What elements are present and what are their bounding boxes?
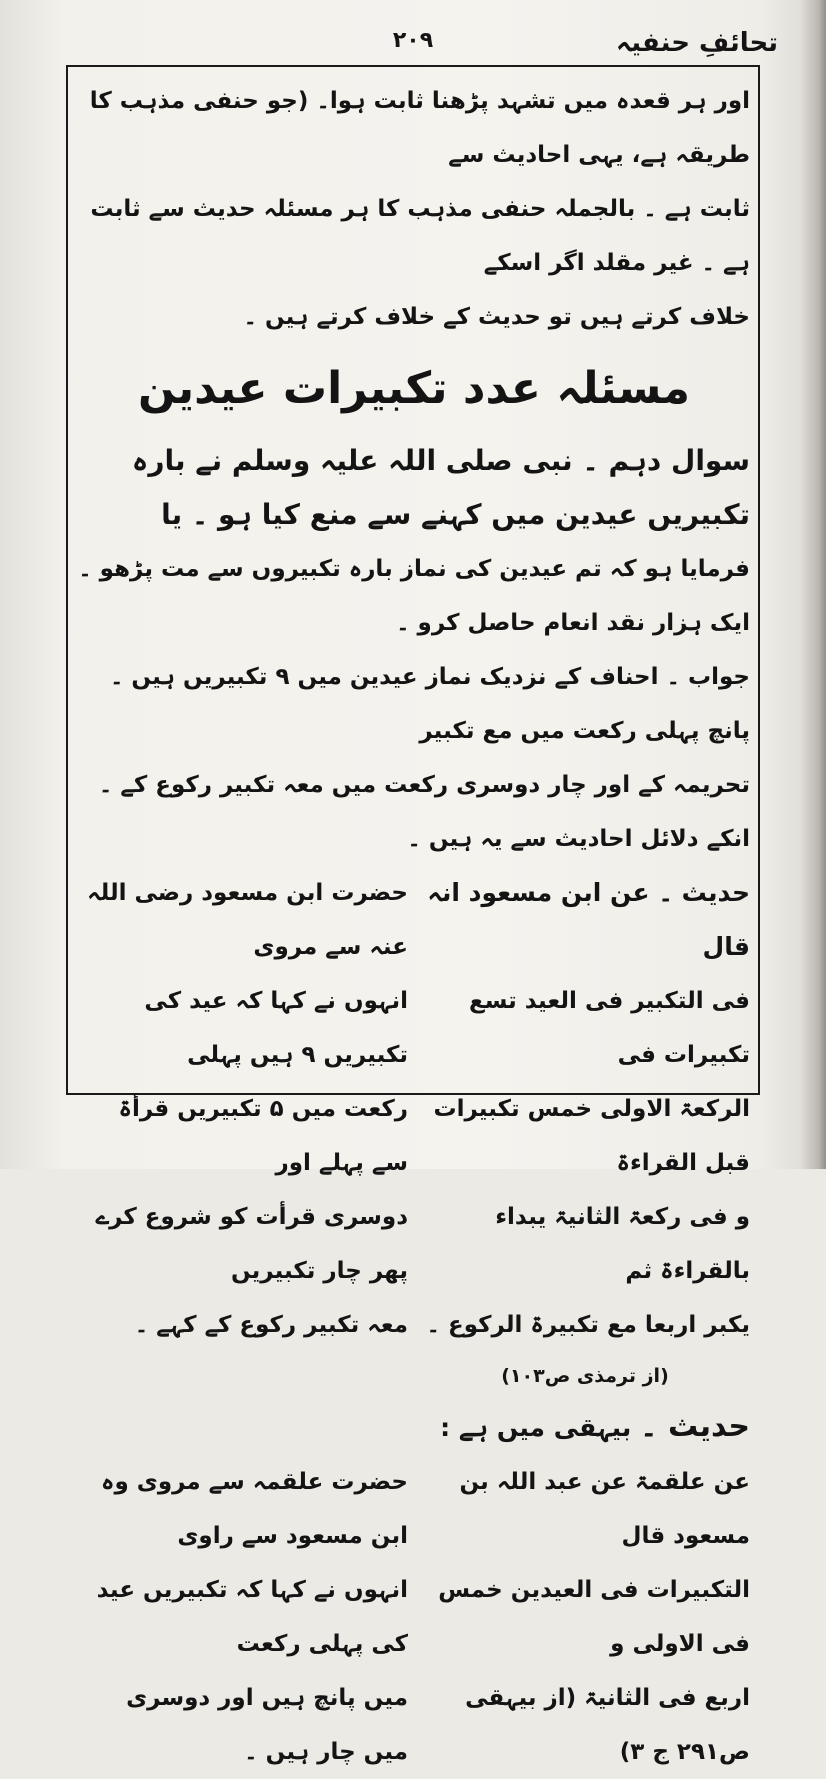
page-binding-shadow bbox=[800, 0, 826, 1169]
question-line: سوال دہم ۔ نبی صلی اللہ علیہ وسلم نے بارہ تکبیریں عیدین میں کہنے سے منع کیا ہو ۔ یا bbox=[131, 444, 750, 531]
hadith-1-arabic bbox=[420, 866, 750, 1400]
citation: (از ترمذی ص۱۰۳) bbox=[501, 1365, 669, 1387]
intro-paragraph bbox=[78, 74, 750, 344]
arabic-line: و فی رکعۃ الثانیۃ یبداء بالقراءۃ ثم bbox=[495, 1204, 750, 1284]
hadith-2-arabic bbox=[420, 1455, 750, 1779]
urdu-line: میں پانچ ہیں اور دوسری میں چار ہیں ۔ bbox=[126, 1685, 408, 1765]
section-heading: مسئلہ عدد تکبیرات عیدین bbox=[138, 363, 690, 414]
page-content bbox=[78, 74, 750, 1779]
question-paragraph bbox=[78, 434, 750, 650]
answer-line: تحریمہ کے اور چار دوسری رکعت میں معہ تکبیر رکوع کے ۔ انکے دلائل احادیث سے یہ ہیں ۔ bbox=[98, 772, 750, 852]
page-header bbox=[40, 22, 786, 62]
hadith-2-urdu bbox=[78, 1455, 408, 1779]
arabic-line: الرکعۃ الاولی خمس تکبیرات قبل القراءۃ bbox=[433, 1096, 750, 1176]
intro-line: اور ہر قعدہ میں تشہد پڑھنا ثابت ہوا۔ (جو حنفی مذہب کا طریقہ ہے، یہی احادیث سے bbox=[89, 88, 750, 168]
hadith-label: حدیث ۔ bbox=[640, 1409, 750, 1444]
question-line: فرمایا ہو کہ تم عیدین کی نماز بارہ تکبیروں سے مت پڑھو ۔ ایک ہزار نقد انعام حاصل کرو ۔ bbox=[78, 556, 750, 636]
urdu-line: دوسری قرأت کو شروع کرے پھر چار تکبیریں bbox=[95, 1204, 408, 1284]
hadith-source: بیہقی میں ہے : bbox=[440, 1413, 632, 1442]
book-title: تحائفِ حنفیہ bbox=[616, 28, 778, 58]
urdu-line: رکعت میں ۵ تکبیریں قرأۃ سے پہلے اور bbox=[118, 1096, 408, 1176]
page-number: ۲۰۹ bbox=[392, 28, 434, 53]
intro-line: خلاف کرتے ہیں تو حدیث کے خلاف کرتے ہیں ۔ bbox=[243, 304, 750, 330]
answer-line: جواب ۔ احناف کے نزدیک نماز عیدین میں ۹ تکبیریں ہیں ۔ پانچ پہلی رکعت میں مع تکبیر bbox=[109, 664, 750, 744]
hadith-1-urdu bbox=[78, 866, 408, 1400]
urdu-line: انہوں نے کہا کہ عید کی تکبیریں ۹ ہیں پہلی bbox=[144, 988, 408, 1068]
urdu-line: حضرت ابن مسعود رضی اللہ عنہ سے مروی bbox=[87, 880, 408, 960]
urdu-line: حضرت علقمہ سے مروی وہ ابن مسعود سے راوی bbox=[100, 1469, 408, 1549]
urdu-line: معہ تکبیر رکوع کے کہے ۔ bbox=[134, 1312, 408, 1338]
arabic-line: التکبیرات فی العیدین خمس فی الاولی و bbox=[438, 1577, 750, 1657]
answer-paragraph bbox=[78, 650, 750, 866]
arabic-line: یکبر اربعا مع تکبیرۃ الرکوع ۔ bbox=[426, 1312, 750, 1338]
arabic-line: عن علقمۃ عن عبد اللہ بن مسعود قال bbox=[459, 1469, 750, 1549]
arabic-line: حدیث ۔ عن ابن مسعود انہ قال bbox=[427, 878, 750, 961]
hadith-1-block bbox=[78, 866, 750, 1400]
arabic-line: اربع فی الثانیۃ (از بیہقی ص۲۹۱ ج ۳) bbox=[465, 1685, 750, 1765]
hadith-2-block bbox=[78, 1455, 750, 1779]
hadith-2-heading bbox=[78, 1400, 750, 1455]
arabic-line: فی التکبیر فی العید تسع تکبیرات فی bbox=[469, 988, 750, 1068]
urdu-line: انہوں نے کہا کہ تکبیریں عید کی پہلی رکعت bbox=[96, 1577, 408, 1657]
intro-line: ثابت ہے ۔ بالجملہ حنفی مذہب کا ہر مسئلہ حدیث سے ثابت ہے ۔ غیر مقلد اگر اسکے bbox=[90, 196, 750, 276]
